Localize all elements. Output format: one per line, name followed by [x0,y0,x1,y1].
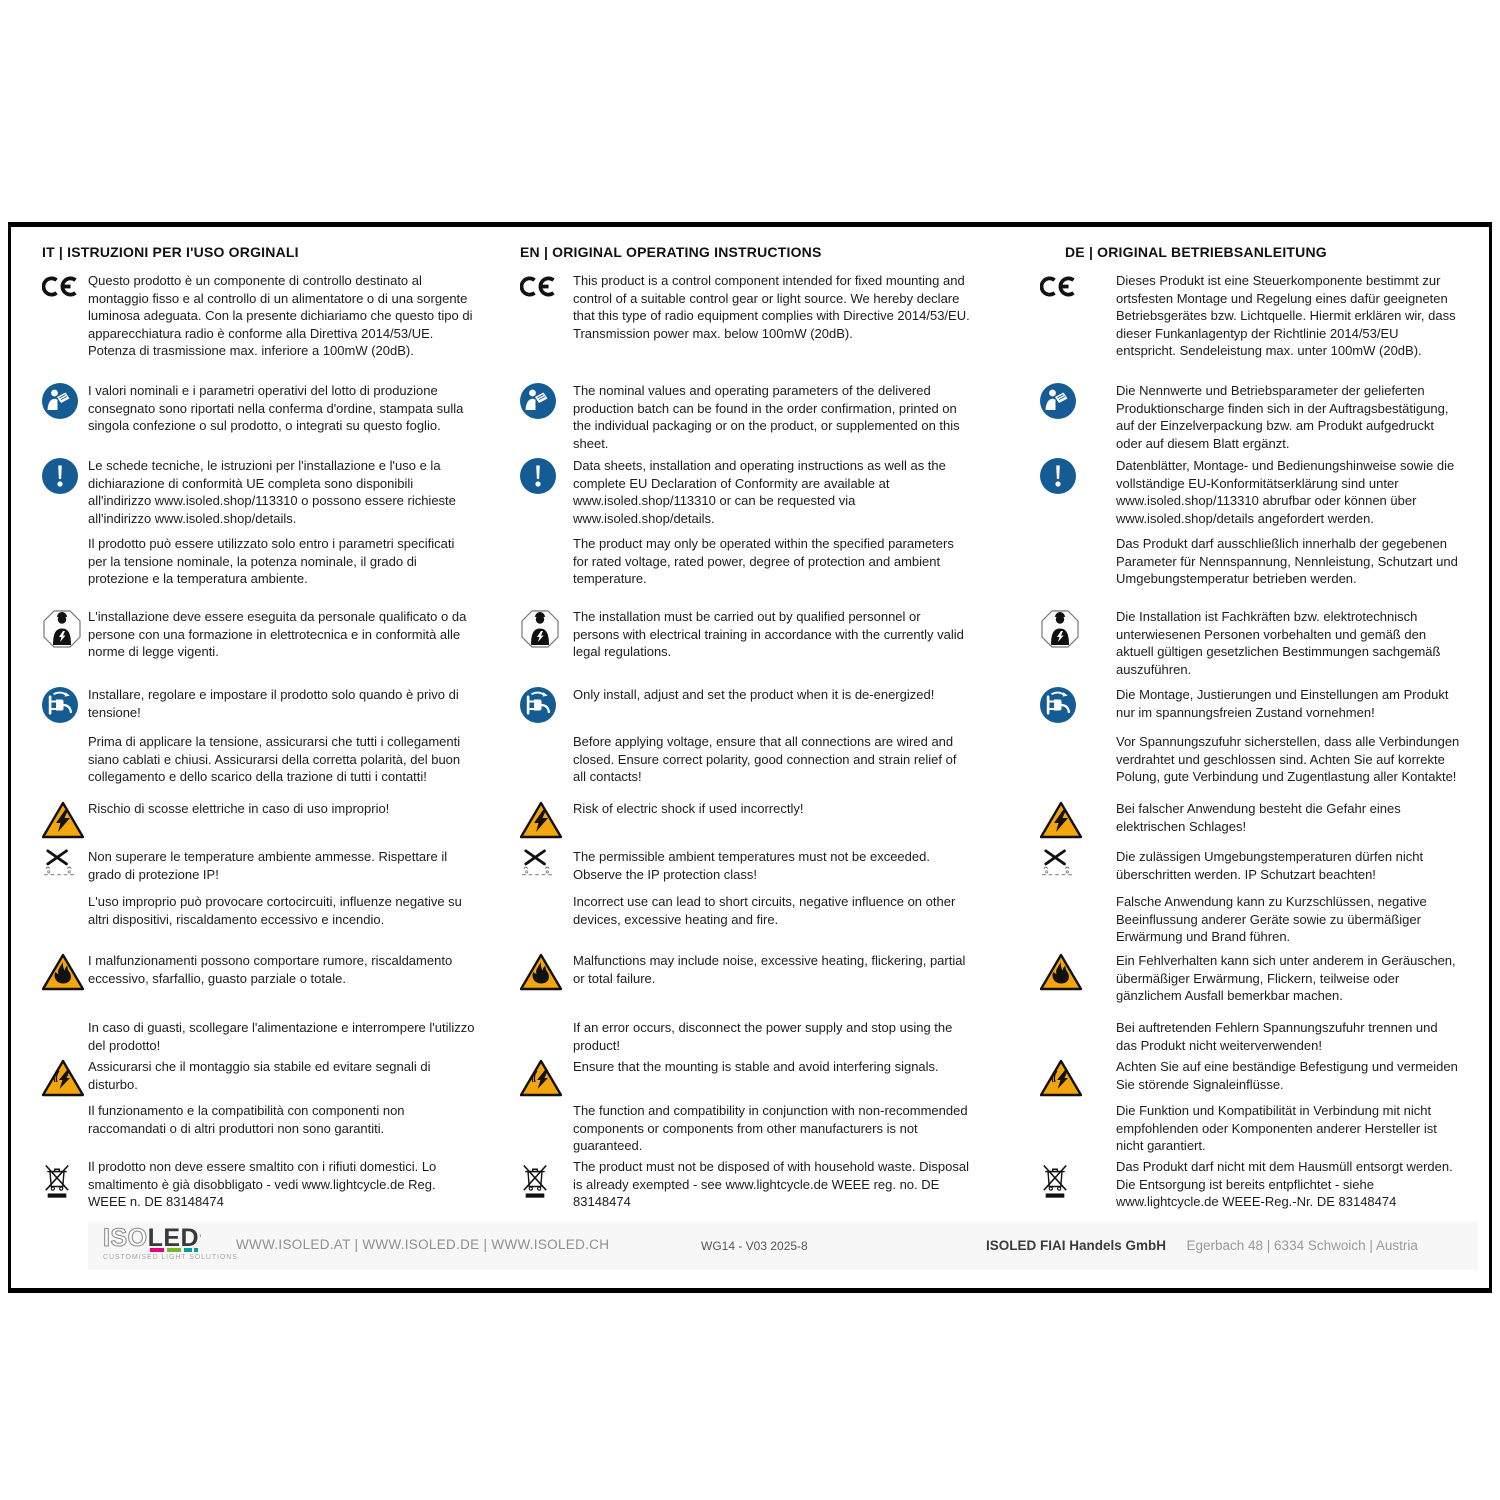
logo-tagline: CUSTOMISED LIGHT SOLUTIONS [103,1253,238,1261]
electric-shock-warning-icon [42,800,88,839]
paragraph-de: Achten Sie auf eine beständige Befestigung und vermeiden Sie störende Signaleinflüsse. [1116,1059,1458,1092]
read-manual-icon [1040,382,1116,419]
row-deenergized [42,686,1489,800]
disconnect-power-icon [520,686,573,723]
paragraph-en: This product is a control component intended for fixed mounting and control of a suitable control gear or light source. We hereby declare that this type of radio equipment complies with Directive 2014/53/EU. Transmission power max. below 100mW (20dB). [573,273,970,341]
paragraph-it: Questo prodotto è un componente di controllo destinato al montaggio fisso e al controllo di un alimentatore o di una sorgente luminosa adeguata. Con la presente dichiariamo che questo tipo di apparecchiatura radio è conforme alla Direttiva 2014/53/UE. Potenza di trasmissione max. inferiore a 100mW (20dB). [88,273,473,358]
column-title-de: DE | ORIGINAL BETRIEBSANLEITUNG [1065,244,1327,260]
column-titles [42,244,1489,261]
document-code: WG14 - V03 2025-8 [701,1239,808,1253]
footer [88,1222,1478,1270]
ce-mark-icon [42,272,88,300]
logo-led-part: LED [147,1224,200,1252]
logo-iso-part: ISO [103,1224,148,1252]
paragraph-de: Falsche Anwendung kann zu Kurzschlüssen, negative Beeinflussung anderer Geräte sowie zu übermäßiger Erwärmung und Brand führen. [1116,894,1427,944]
row-malfunctions [42,952,1489,1058]
paragraph-de: Das Produkt darf nicht mit dem Hausmüll entsorgt werden. Die Entsorgung ist bereits entpflichtet - siehe www.lightcycle.de WEEE-Reg.-Nr. DE 83148474 [1116,1159,1453,1209]
paragraph-it: Il funzionamento e la compatibilità con componenti non raccomandati o di altri produttori non sono garantiti. [88,1103,405,1136]
read-manual-icon [520,382,573,419]
qualified-electrician-icon [42,608,88,649]
disconnect-power-icon [1040,686,1116,723]
qualified-electrician-icon [520,608,573,649]
mandatory-info-icon [1040,457,1116,494]
paragraph-en: Risk of electric shock if used incorrectly! [573,801,804,816]
paragraph-en: The product must not be disposed of with household waste. Disposal is already exempted - see www.lightcycle.de WEEE reg. no. DE 83148474 [573,1159,970,1209]
paragraph-it: Il prodotto non deve essere smaltito con i rifiuti domestici. Lo smaltimento è già disobbligato - vedi www.lightcycle.de Reg. WEEE n. DE 83148474 [88,1159,437,1209]
paragraph-it: Le schede tecniche, le istruzioni per l'installazione e l'uso e la dichiarazione di conformità UE completa sono disponibili all'indirizzo www.isoled.shop/113310 o possono essere richieste all'indirizzo www.isoled.shop/details. [88,458,456,526]
paragraph-en: The nominal values and operating parameters of the delivered production batch can be found in the order confirmation, printed on the individual packaging or on the product, or supplemented on this sheet. [573,383,960,451]
paragraph-en: Ensure that the mounting is stable and avoid interfering signals. [573,1059,939,1074]
row-datasheets [42,457,1489,608]
paragraph-en: Data sheets, installation and operating instructions as well as the complete EU Declaration of Conformity are available at www.isoled.shop/113310 or can be requested via www.isoled.shop/details. [573,458,946,526]
paragraph-it: I malfunzionamenti possono comportare rumore, riscaldamento eccessivo, sfarfallio, guasto parziale o totale. [88,953,453,986]
row-ambient-temperature [42,848,1489,952]
paragraph-en: If an error occurs, disconnect the power supply and stop using the product! [573,1020,953,1053]
isoled-logo [103,1226,243,1261]
row-mounting-signals [42,1058,1489,1158]
paragraph-de: Die Montage, Justierungen und Einstellungen am Produkt nur im spannungsfreien Zustand vornehmen! [1116,687,1449,720]
read-manual-icon [42,382,88,419]
paragraph-it: Il prodotto può essere utilizzato solo entro i parametri specificati per la tensione nominale, la potenza nominale, il grado di protezione e la temperatura ambiente. [88,536,455,586]
row-qualified-personnel [42,608,1489,686]
signal-interference-warning-icon [520,1058,573,1097]
weee-disposal-icon [42,1158,88,1200]
row-electric-shock [42,800,1489,848]
electric-shock-warning-icon [520,800,573,839]
paragraph-en: The installation must be carried out by qualified personnel or persons with electrical training in accordance with the currently valid legal regulations. [573,609,964,659]
ce-mark-icon [1040,272,1116,300]
paragraph-it: L'uso improprio può provocare cortocircuiti, influenze negative su altri dispositivi, riscaldamento eccessivo e incendio. [88,894,462,927]
ambient-temperature-limit-icon [1040,848,1116,877]
paragraph-en: Before applying voltage, ensure that all connections are wired and closed. Ensure correct polarity, good connection and strain relief of all contacts! [573,734,957,784]
mandatory-info-icon [42,457,88,494]
paragraph-it: Installare, regolare e impostare il prodotto solo quando è privo di tensione! [88,687,459,720]
paragraph-de: Ein Fehlverhalten kann sich unter anderem in Geräuschen, übermäßiger Erwärmung, Flickern, teilweise oder gänzlichem Ausfall bemerkbar machen. [1116,953,1456,1003]
paragraph-en: Incorrect use can lead to short circuits, negative influence on other devices, excessive heating and fire. [573,894,956,927]
row-ce-declaration [42,272,1489,382]
paragraph-it: L'installazione deve essere eseguita da personale qualificato o da persone con una formazione in elettrotecnica e in conformità alle norme di legge vigenti. [88,609,467,659]
paragraph-it: In caso di guasti, scollegare l'alimentazione e interrompere l'utilizzo del prodotto! [88,1020,475,1053]
column-title-it: IT | ISTRUZIONI PER I'USO ORGINALI [42,244,299,260]
paragraph-de: Die Funktion und Kompatibilität in Verbindung mit nicht empfohlenden oder Komponenten anderer Hersteller ist nicht garantiert. [1116,1103,1437,1153]
weee-disposal-icon [520,1158,573,1200]
paragraph-en: The product may only be operated within the specified parameters for rated voltage, rated power, degree of protection and ambient temperature. [573,536,954,586]
row-disposal [42,1158,1489,1220]
column-title-en: EN | ORIGINAL OPERATING INSTRUCTIONS [520,244,822,260]
paragraph-it: Assicurarsi che il montaggio sia stabile ed evitare segnali di disturbo. [88,1059,431,1092]
electric-shock-warning-icon [1040,800,1116,839]
weee-disposal-icon [1040,1158,1116,1200]
paragraph-de: Die Installation ist Fachkräften bzw. elektrotechnisch unterwiesenen Personen vorbehalten und gemäß den aktuell gültigen gesetzlichen Bestimmungen sachgemäß auszuführen. [1116,609,1441,677]
mandatory-info-icon [520,457,573,494]
fire-hazard-warning-icon [520,952,573,991]
paragraph-en: The permissible ambient temperatures must not be exceeded. Observe the IP protection class! [573,849,930,882]
ambient-temperature-limit-icon [42,848,88,877]
paragraph-en: Only install, adjust and set the product when it is de-energized! [573,687,935,702]
company-address: Egerbach 48 | 6334 Schwoich | Austria [1186,1238,1418,1253]
disconnect-power-icon [42,686,88,723]
fire-hazard-warning-icon [1040,952,1116,991]
paragraph-it: I valori nominali e i parametri operativi del lotto di produzione consegnato sono riportati nella conferma d'ordine, stampata sulla singola confezione o sul prodotto, o integrati su questo foglio. [88,383,464,433]
instruction-sheet [8,222,1492,1293]
paragraph-it: Rischio di scosse elettriche in caso di uso improprio! [88,801,390,816]
paragraph-de: Vor Spannungszufuhr sicherstellen, dass alle Verbindungen verdrahtet und geschlossen sind. Achten Sie auf korrekte Polung, gute Verbindung und Zugentlastung aller Kontakte! [1116,734,1460,784]
company-info [986,1237,1418,1255]
row-nominal-values [42,382,1489,457]
paragraph-de: Die Nennwerte und Betriebsparameter der gelieferten Produktionscharge finden sich in der Auftragsbestätigung, auf der Einzelverpackung bzw. am Produkt aufgedruckt oder auf diesem Blatt ergänzt. [1116,383,1449,451]
paragraph-de: Das Produkt darf ausschließlich innerhalb der gegebenen Parameter für Nennspannung, Nennleistung, Schutzart und Umgebungstemperatur betrieben werden. [1116,536,1458,586]
paragraph-it: Non superare le temperature ambiente ammesse. Rispettare il grado di protezione IP! [88,849,448,882]
paragraph-de: Datenblätter, Montage- und Bedienungshinweise sowie die vollständige EU-Konformitätserklärung sind unter www.isoled.shop/113310 abrufbar oder können über www.isoled.shop/details angefordert werden. [1116,458,1455,526]
paragraph-de: Bei falscher Anwendung besteht die Gefahr eines elektrischen Schlages! [1116,801,1401,834]
fire-hazard-warning-icon [42,952,88,991]
ce-mark-icon [520,272,573,300]
signal-interference-warning-icon [1040,1058,1116,1097]
paragraph-de: Bei auftretenden Fehlern Spannungszufuhr trennen und das Produkt nicht weiterverwenden! [1116,1020,1438,1053]
signal-interference-warning-icon [42,1058,88,1097]
paragraph-en: The function and compatibility in conjunction with non-recommended components or components from other manufacturers is not guaranteed. [573,1103,968,1153]
ambient-temperature-limit-icon [520,848,573,877]
footer-websites: WWW.ISOLED.AT | WWW.ISOLED.DE | WWW.ISOLED.CH [236,1237,610,1252]
paragraph-it: Prima di applicare la tensione, assicurarsi che tutti i collegamenti siano cablati e chiusi. Assicurarsi della corretta polarità, del buon collegamento e dello scarico della trazione di tutti i contatti! [88,734,461,784]
company-name: ISOLED FIAI Handels GmbH [986,1238,1167,1253]
logo-trademark: ’ [199,1233,203,1243]
paragraph-en: Malfunctions may include noise, excessive heating, flickering, partial or total failure. [573,953,966,986]
paragraph-de: Die zulässigen Umgebungstemperaturen dürfen nicht überschritten werden. IP Schutzart beachten! [1116,849,1424,882]
paragraph-de: Dieses Produkt ist eine Steuerkomponente bestimmt zur ortsfesten Montage und Regelung eines dafür geeigneten Betriebsgerätes bzw. Lichtquelle. Hiermit erklären wir, dass dieser Funkanlagentyp der Richtlinie 2014/53/EU entspricht. Sendeleistung max. unter 100mW (20dB). [1116,273,1456,358]
logo-wordmark [103,1226,243,1250]
qualified-electrician-icon [1040,608,1116,649]
